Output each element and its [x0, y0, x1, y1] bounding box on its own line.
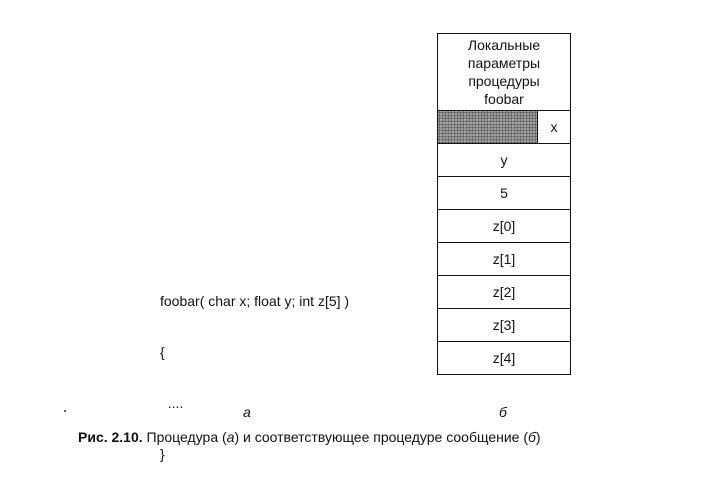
procedure-code — [160, 259, 349, 480]
message-stack — [437, 33, 571, 375]
stack-cell-x — [438, 110, 570, 143]
caption-text-2: ) и соответствующее процедуре сообщение ( — [234, 429, 529, 445]
header-line-3: процедуры — [468, 73, 540, 89]
code-line-close-brace: } — [160, 446, 165, 462]
stack-cell-z1: z[1] — [438, 242, 570, 275]
caption-b: б — [528, 429, 536, 445]
stack-cell-z2: z[2] — [438, 275, 570, 308]
stack-cell-z4: z[4] — [438, 341, 570, 374]
sublabel-b: б — [499, 404, 507, 420]
code-line-open-brace: { — [160, 344, 165, 360]
figure-caption — [78, 429, 541, 445]
stack-cell-z3: z[3] — [438, 308, 570, 341]
caption-a: а — [226, 429, 235, 445]
header-line-4: foobar — [484, 91, 524, 107]
caption-prefix: Рис. 2.10. — [78, 429, 143, 445]
caption-text-3: ) — [535, 429, 541, 445]
header-line-2: параметры — [467, 55, 541, 71]
caption-text-1: Процедура ( — [142, 429, 227, 445]
padding-bytes — [438, 111, 538, 143]
code-line-body: .... — [160, 395, 184, 411]
code-line-signature: foobar( char x; float y; int z[5] ) — [160, 293, 350, 309]
sublabel-a: а — [243, 404, 251, 420]
stray-dot — [64, 410, 66, 412]
local-params-header — [438, 34, 570, 110]
x-label: x — [550, 119, 558, 135]
header-line-1: Локальные — [467, 37, 541, 53]
stack-cell-y: y — [438, 143, 570, 176]
stack-cell-5: 5 — [438, 176, 570, 209]
stack-cell-z0: z[0] — [438, 209, 570, 242]
